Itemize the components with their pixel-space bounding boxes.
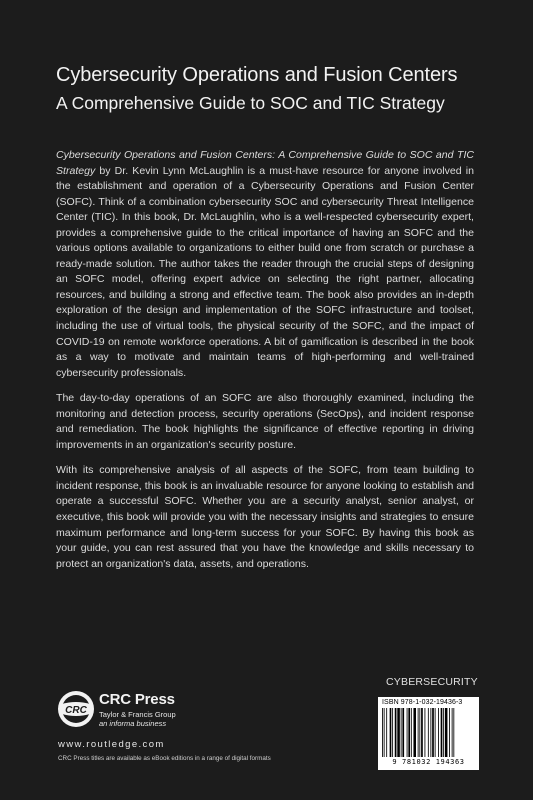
barcode-bar [386,708,387,757]
barcode-bar [397,708,400,757]
barcode-bar [432,708,434,757]
crc-press-logo-icon [57,690,95,728]
barcode-bar [421,708,423,757]
barcode-bar [413,708,416,757]
barcode-bar [445,708,448,757]
barcode-bar [418,708,419,757]
blurb [56,148,474,582]
barcode-bar [430,708,431,757]
barcode-bar [390,708,392,757]
barcode-bar [438,708,439,757]
publisher-group: Taylor & Francis Group [99,710,176,719]
barcode-bar [443,708,444,757]
barcode-bar [392,708,393,757]
category-label: CYBERSECURITY [386,676,478,688]
barcode-bar [402,708,404,757]
blurb-paragraph-1 [56,148,474,381]
book-subtitle: A Comprehensive Guide to SOC and TIC Strategy [56,93,445,113]
blurb-paragraph-2: The day-to-day operations of an SOFC are also thoroughly examined, including the monitoring and detection process, security operations (SecOps), and incident response and remediation. The book highlights the significance of effective reporting in driving improvements in an organization's security posture. [56,392,474,451]
barcode-bar [382,708,383,757]
book-title: Cybersecurity Operations and Fusion Centers [56,64,458,86]
barcode-bar [419,708,420,757]
isbn-label: ISBN 978-1-032-19436-3 [382,699,463,706]
blurb-paragraph-3: With its comprehensive analysis of all aspects of the SOFC, from team building to incident response, this book is an invaluable resource for anyone looking to establish and operate a successful SOFC. Whether you are a security analyst, senior analyst, or executive, this book will provide you with the necessary insights and strategies to ensure maximum performance and long-term success for your SOFC. By having this book as your guide, you can rest assured that you have the knowledge and skills necessary to protect an organization's data, assets, and operations. [56,464,474,570]
publisher-website: www.routledge.com [58,739,165,750]
barcode-bar [441,708,443,757]
barcode-bar [425,708,426,757]
barcode-bar [384,708,385,757]
blurb-title-reference: Cybersecurity Operations and Fusion Centers: A Comprehensive Guide to SOC and TIC Strategy [56,149,474,177]
ebook-note: CRC Press titles are available as eBook editions in a range of digital formats [58,755,271,762]
barcode-bar [395,708,397,757]
isbn-digits: 9 781032 194363 [392,758,465,766]
barcode-bars [382,708,475,757]
logo-text: CRC [65,705,87,716]
barcode-bar [407,708,408,757]
barcode-bar [401,708,402,757]
barcode-bar [428,708,429,757]
barcode-bar [411,708,412,757]
blurb-paragraph-1-text: by Dr. Kevin Lynn McLaughlin is a must-have resource for anyone involved in the establishment and operation of a Cybersecurity Operations and Fusion Center (SOFC). Think of a combination cybersecurity SOC and cybersecurity Threat Intelligence Center (TIC). In this book, Dr. McLaughlin, who is a well-respected cybersecurity expert, provides a comprehensive guide to the critical importance of having an SOFC and the various options available to organizations to either build one from scratch or purchase a ready-made solution. The author takes the reader through the crucial steps of designing an SOFC model, offering expert advice on selecting the right partner, allocating resources, and building a strong and effective team. The book also provides an in-depth exploration of the design and implementation of the SOFC infrastructure and toolset, including the use of virtual tools, the physical security of the SOFC, and the impact of COVID-19 on remote workforce operations. A bit of gamification is described in the book as a way to motivate and maintain teams of high-performing and well-trained cybersecurity professionals. [56,164,474,379]
barcode-bar [435,708,436,757]
publisher-name: CRC Press [99,691,175,708]
barcode-bar [453,708,454,757]
barcode-bar [408,708,410,757]
barcode-bar [452,708,453,757]
publisher-tagline: an informa business [99,719,167,728]
isbn-barcode [378,697,479,770]
barcode-bar [449,708,450,757]
